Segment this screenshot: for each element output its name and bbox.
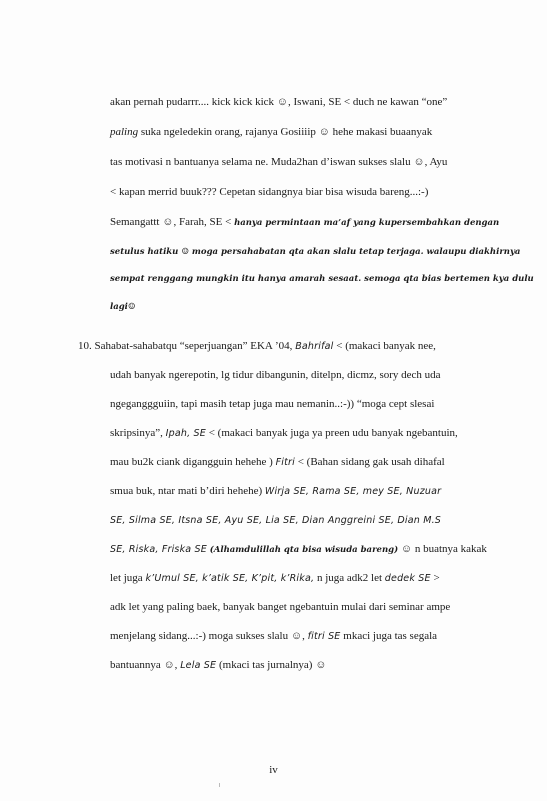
text-line: udah banyak ngerepotin, lg tidur dibangunin, ditelpn, dicmz, sory dech uda <box>110 369 441 381</box>
text-line: < kapan merrid buuk??? Cepetan sidangnya biar bisa wisuda bareng...:-) <box>110 186 429 198</box>
list-item-10: 10. Sahabat-sahabatqu “seperjuangan” EKA ’04, Bahrifal < (makaci banyak nee, <box>78 340 436 352</box>
text-line: setulus hatiku ☺ moga persahabatan qta akan slalu tetap terjaga. walaupu diakhirnya <box>110 247 521 257</box>
text-line: akan pernah pudarrr.... kick kick kick ☺, Iswani, SE < duch ne kawan “one” <box>110 96 448 108</box>
page-number: iv <box>269 764 278 776</box>
text-line: sempat renggang mungkin itu hanya amarah sesaat. semoga qta bias bertemen kya dulu <box>110 274 534 284</box>
text-line: menjelang sidang...:-) moga sukses slalu ☺, fitri SE mkaci juga tas segala <box>110 630 438 642</box>
text-line: smua buk, ntar mati b’diri hehehe) Wirja SE, Rama SE, mey SE, Nuzuar <box>110 485 442 497</box>
text-line: let juga k’Umul SE, k’atik SE, K’pit, k’Rika, n juga adk2 let dedek SE > <box>110 572 440 584</box>
text-line: SE, Silma SE, Itsna SE, Ayu SE, Lia SE, Dian Anggreini SE, Dian M.S <box>110 515 442 526</box>
text-line: tas motivasi n bantuanya selama ne. Muda2han d’iswan sukses slalu ☺, Ayu <box>110 156 448 168</box>
text-line: Semangattt ☺, Farah, SE < hanya permintaan ma’af yang kupersembahkan dengan <box>110 216 500 228</box>
text-line: SE, Riska, Friska SE (Alhamdulillah qta bisa wisuda bareng) ☺ n buatnya kakak <box>110 543 487 555</box>
text-line: adk let yang paling baek, banyak banget ngebantuin mulai dari seminar ampe <box>110 601 451 613</box>
text-line: mau bu2k ciank digangguin hehehe ) Fitri < (Bahan sidang gak usah dihafal <box>110 456 445 468</box>
text-line: skripsinya”, Ipah, SE < (makaci banyak juga ya preen udu banyak ngebantuin, <box>110 427 458 439</box>
scan-mark <box>219 783 220 787</box>
text-line: lagi☺ <box>110 302 136 312</box>
text-line: paling suka ngeledekin orang, rajanya Gosiiiip ☺ hehe makasi buaanyak <box>110 126 433 138</box>
text-line: ngeganggguiin, tapi masih tetap juga mau nemanin..:-)) “moga cept slesai <box>110 398 435 410</box>
text-line: bantuannya ☺, Lela SE (mkaci tas jurnalnya) ☺ <box>110 659 327 671</box>
